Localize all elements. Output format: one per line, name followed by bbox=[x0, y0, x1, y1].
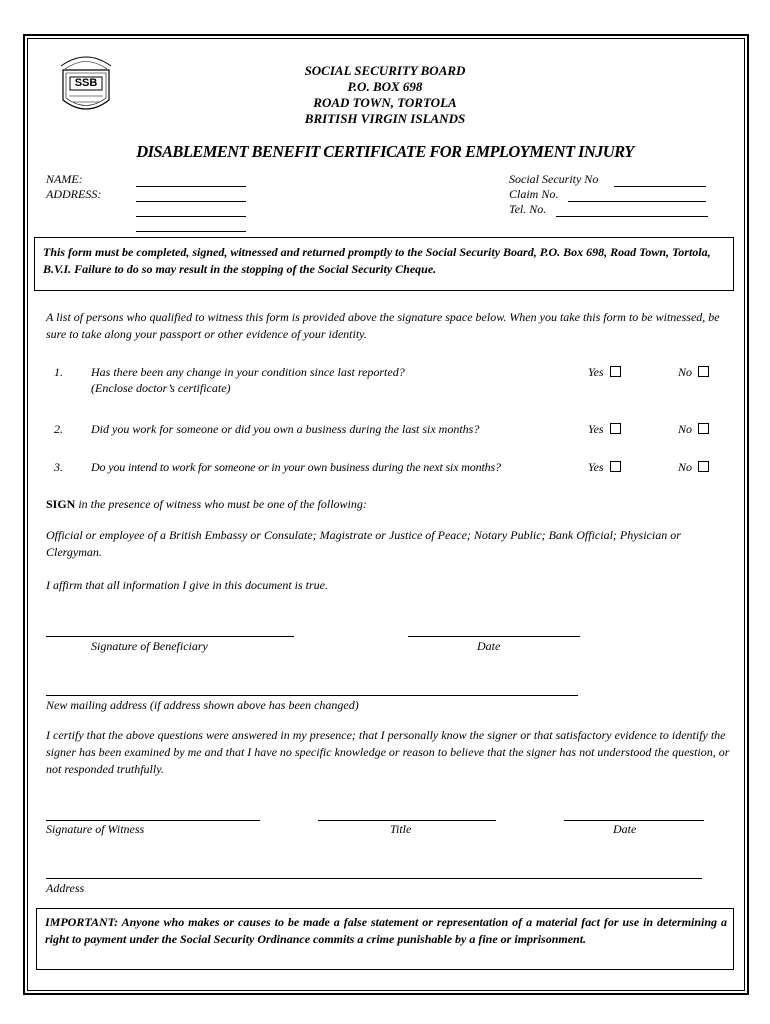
question-3-number: 3. bbox=[54, 460, 63, 474]
seal-text: SSB bbox=[74, 77, 98, 89]
ssn-field[interactable] bbox=[614, 186, 706, 187]
checkbox[interactable] bbox=[698, 366, 709, 377]
name-label: NAME: bbox=[46, 172, 83, 186]
witness-signature-label: Signature of Witness bbox=[46, 822, 145, 836]
notice-text: This form must be completed, signed, witnessed and returned promptly to the Social Security Board, P.O. Box 698, Road Town, Tortola, B.V.I. Failure to do so may result in the stopping of the Social Security Cheque. bbox=[43, 245, 711, 276]
question-2-yes[interactable] bbox=[588, 422, 621, 437]
witness-date-line[interactable] bbox=[564, 820, 704, 821]
witness-title-label: Title bbox=[390, 822, 412, 836]
question-3-yes[interactable] bbox=[588, 460, 621, 475]
address-field-line-1[interactable] bbox=[136, 201, 246, 202]
checkbox[interactable] bbox=[610, 423, 621, 434]
important-box bbox=[36, 908, 734, 970]
witness-address-label: Address bbox=[46, 881, 85, 895]
question-1-yes[interactable] bbox=[588, 365, 621, 380]
yes-label: Yes bbox=[588, 365, 604, 379]
witness-date-label: Date bbox=[613, 822, 637, 836]
question-1-text: Has there been any change in your condition since last reported? bbox=[91, 365, 405, 379]
sign-instruction bbox=[46, 497, 367, 512]
form-title: DISABLEMENT BENEFIT CERTIFICATE FOR EMPLOYMENT INJURY bbox=[136, 142, 634, 161]
certify-text: I certify that the above questions were answered in my presence; that I personally know the signer or that satisfactory evidence to identify the signer has been examined by me and that I have no specific knowledge or reason to believe that the signer has not understood the question, or not responded truthfully. bbox=[46, 728, 730, 776]
new-address-line[interactable] bbox=[46, 695, 578, 696]
ssn-label: Social Security No bbox=[509, 172, 599, 186]
question-3-text: Do you intend to work for someone or in your own business during the next six months? bbox=[91, 460, 501, 474]
question-1-number: 1. bbox=[54, 365, 63, 379]
claim-field[interactable] bbox=[568, 201, 706, 202]
tel-label: Tel. No. bbox=[509, 202, 547, 216]
page-border-inner bbox=[27, 38, 745, 991]
affirm-text: I affirm that all information I give in this document is true. bbox=[46, 578, 328, 592]
question-3-no[interactable] bbox=[678, 460, 709, 475]
witness-address-line[interactable] bbox=[46, 878, 702, 879]
notice-box bbox=[34, 237, 734, 291]
sign-rest: in the presence of witness who must be one of the following: bbox=[75, 497, 367, 511]
address-field-line-2[interactable] bbox=[136, 216, 246, 217]
checkbox[interactable] bbox=[698, 461, 709, 472]
no-label: No bbox=[678, 460, 693, 474]
yes-label: Yes bbox=[588, 422, 604, 436]
intro-text: A list of persons who qualified to witness this form is provided above the signature space below. When you take this form to be witnessed, be sure to take along your passport or other evidence of your identity. bbox=[46, 310, 720, 341]
new-address-label: New mailing address (if address shown above has been changed) bbox=[46, 698, 359, 712]
org-pobox: P.O. BOX 698 bbox=[347, 79, 423, 94]
important-text: IMPORTANT: Anyone who makes or causes to be made a false statement or representation of a material fact for use in determining a right to payment under the Social Security Ordinance commits a crime punishable by a fine or imprisonment. bbox=[45, 915, 727, 946]
checkbox[interactable] bbox=[610, 366, 621, 377]
question-2-no[interactable] bbox=[678, 422, 709, 437]
question-2-number: 2. bbox=[54, 422, 63, 436]
tel-field[interactable] bbox=[556, 216, 708, 217]
beneficiary-date-line[interactable] bbox=[408, 636, 580, 637]
witness-signature-line[interactable] bbox=[46, 820, 260, 821]
beneficiary-signature-label: Signature of Beneficiary bbox=[91, 639, 208, 653]
address-field-line-3[interactable] bbox=[136, 231, 246, 232]
claim-label: Claim No. bbox=[509, 187, 559, 201]
address-label: ADDRESS: bbox=[46, 187, 102, 201]
question-2-text: Did you work for someone or did you own a business during the last six months? bbox=[91, 422, 480, 436]
org-name: SOCIAL SECURITY BOARD bbox=[304, 63, 466, 78]
sign-bold: SIGN bbox=[46, 497, 76, 511]
no-label: No bbox=[678, 365, 693, 379]
question-1-no[interactable] bbox=[678, 365, 709, 380]
name-field[interactable] bbox=[136, 186, 246, 187]
question-1-note: (Enclose doctor’s certificate) bbox=[91, 381, 231, 395]
checkbox[interactable] bbox=[698, 423, 709, 434]
org-town: ROAD TOWN, TORTOLA bbox=[313, 95, 457, 110]
no-label: No bbox=[678, 422, 693, 436]
org-country: BRITISH VIRGIN ISLANDS bbox=[304, 111, 466, 126]
witness-list: Official or employee of a British Embassy or Consulate; Magistrate or Justice of Peace; Notary Public; Bank Official; Physician or Clergyman. bbox=[46, 528, 681, 559]
witness-title-line[interactable] bbox=[318, 820, 496, 821]
checkbox[interactable] bbox=[610, 461, 621, 472]
beneficiary-date-label: Date bbox=[477, 639, 501, 653]
yes-label: Yes bbox=[588, 460, 604, 474]
beneficiary-signature-line[interactable] bbox=[46, 636, 294, 637]
